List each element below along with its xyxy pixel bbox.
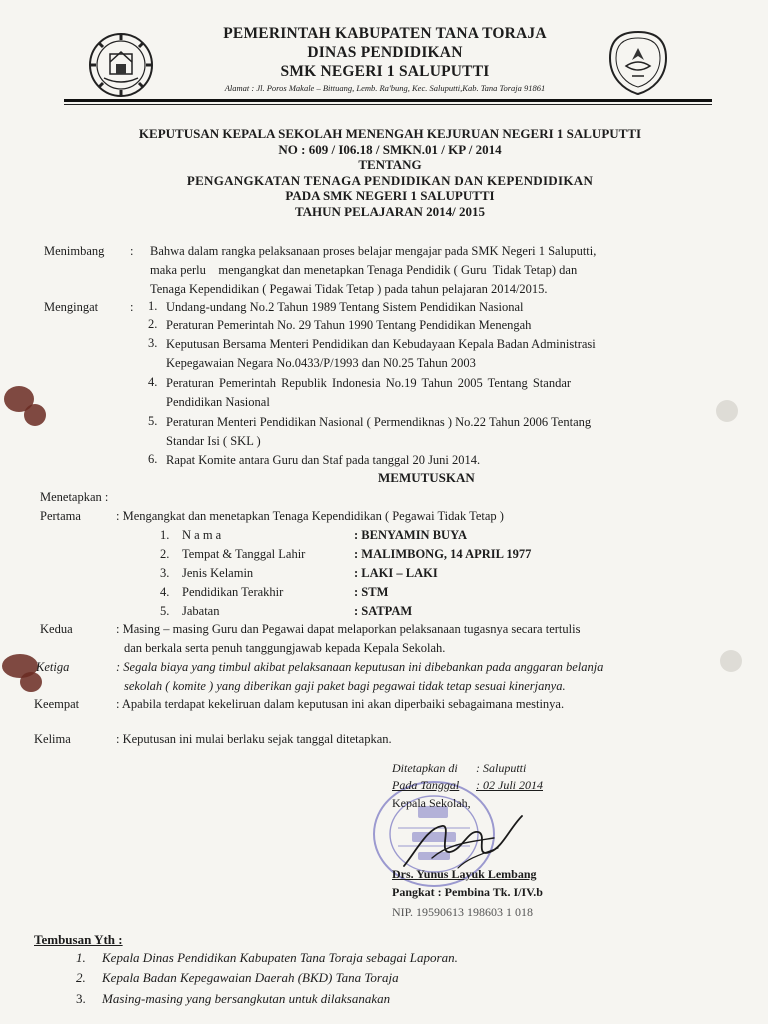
pertama-label: Pertama (40, 509, 81, 523)
title-line: PADA SMK NEGERI 1 SALUPUTTI (285, 188, 495, 203)
kelima-label: Kelima (34, 732, 71, 746)
list-number: 6. (148, 452, 158, 466)
field-value-position: : SATPAM (354, 604, 413, 618)
field-label-nama: N a m a (182, 528, 222, 542)
memutuskan-heading: MEMUTUSKAN (378, 470, 475, 485)
decree-title (40, 126, 740, 219)
field-number: 1. (160, 528, 170, 542)
title-line: KEPUTUSAN KEPALA SEKOLAH MENENGAH KEJURUAN NEGERI 1 SALUPUTTI (138, 126, 642, 141)
menimbang-line: Tenaga Kependidikan ( Pegawai Tidak Tetap ) pada tahun pelajaran 2014/2015. (150, 282, 548, 296)
list-number: 5. (148, 414, 158, 428)
cc-item: Kepala Dinas Pendidikan Kabupaten Tana Toraja sebagai Laporan. (102, 950, 458, 965)
list-number: 4. (148, 375, 158, 389)
kelima-text: : Keputusan ini mulai berlaku sejak tanggal ditetapkan. (116, 732, 392, 746)
cc-number: 1. (76, 950, 86, 965)
field-value-gender: : LAKI – LAKI (354, 566, 438, 580)
keempat-label: Keempat (34, 697, 80, 711)
menimbang-colon: : (130, 244, 134, 258)
list-item (166, 451, 706, 470)
letterhead (60, 22, 720, 102)
letterhead-rule-thin (64, 104, 712, 105)
ink-blot (24, 404, 46, 426)
list-item (166, 374, 706, 411)
decree-number: NO : 609 / I06.18 / SMKN.01 / KP / 2014 (278, 141, 502, 157)
mengingat-label: Mengingat (44, 300, 99, 314)
title-line: TENTANG (358, 157, 422, 172)
punch-hole-shadow (720, 650, 742, 672)
list-item (166, 413, 706, 450)
list-item-line: Peraturan Pemerintah Republik Indonesia No.19 Tahun 2005 Tentang Standar (166, 376, 572, 390)
cc-item: Kepala Badan Kepegawaian Daerah (BKD) Tana Toraja (102, 970, 399, 985)
tut-wuri-handayani-icon (608, 30, 668, 96)
list-number: 3. (148, 336, 158, 350)
list-item-line: Peraturan Pemerintah No. 29 Tahun 1990 Tentang Pendidikan Menengah (166, 318, 532, 332)
field-label-ttl: Tempat & Tanggal Lahir (182, 547, 306, 561)
ink-blot (20, 672, 42, 692)
field-number: 2. (160, 547, 170, 561)
list-item (166, 335, 706, 372)
signer-position: Kepala Sekolah, (392, 796, 471, 810)
title-line: PENGANGKATAN TENAGA PENDIDIKAN DAN KEPENDIDIKAN (186, 172, 594, 188)
menimbang-line: Bahwa dalam rangka pelaksanaan proses belajar mengajar pada SMK Negeri 1 Saluputti, (150, 244, 597, 258)
field-label-gender: Jenis Kelamin (182, 566, 254, 580)
school-seal-icon (88, 32, 154, 98)
field-value-education: : STM (354, 585, 389, 599)
cc-number: 2. (76, 970, 86, 985)
kedua-text (116, 620, 710, 658)
list-number: 2. (148, 317, 158, 331)
field-label-position: Jabatan (182, 604, 220, 618)
list-item-line: Undang-undang No.2 Tahun 1989 Tentang Sistem Pendidikan Nasional (166, 300, 524, 314)
pertama-text: : Mengangkat dan menetapkan Tenaga Kependidikan ( Pegawai Tidak Tetap ) (116, 509, 504, 523)
kedua-label: Kedua (40, 622, 73, 636)
kedua-line: dan berkala serta penuh tanggungjawab kepada Kepala Sekolah. (124, 641, 446, 655)
letterhead-rule (64, 99, 712, 102)
government-name: PEMERINTAH KABUPATEN TANA TORAJA (223, 25, 547, 42)
ketiga-label: Ketiga (36, 660, 70, 674)
ketiga-text (116, 658, 716, 696)
field-label-education: Pendidikan Terakhir (182, 585, 284, 599)
list-item-line: Standar Isi ( SKL ) (166, 433, 261, 448)
field-number: 3. (160, 566, 170, 580)
cc-item: Masing-masing yang bersangkutan untuk dilaksanakan (102, 991, 391, 1006)
handwritten-signature-icon (398, 808, 528, 874)
signer-rank: Pangkat : Pembina Tk. I/IV.b (392, 885, 543, 899)
cc-heading: Tembusan Yth : (34, 932, 123, 947)
field-value-ttl: : MALIMBONG, 14 APRIL 1977 (354, 547, 532, 561)
menimbang-line: maka perlu mengangkat dan menetapkan Tenaga Pendidik ( Guru Tidak Tetap) dan (150, 263, 578, 277)
place-label: Ditetapkan di (392, 761, 458, 775)
list-item (166, 316, 706, 335)
list-number: 1. (148, 299, 158, 313)
kedua-line: : Masing – masing Guru dan Pegawai dapat melaporkan pelaksanaan tugasnya secara tertulis (116, 622, 581, 636)
list-item-line: Kepegawaian Negara No.0433/P/1993 dan N0.25 Tahun 2003 (166, 355, 476, 370)
list-item-line: Rapat Komite antara Guru dan Staf pada tanggal 20 Juni 2014. (166, 453, 481, 467)
list-item-line: Peraturan Menteri Pendidikan Nasional ( Permendiknas ) No.22 Tahun 2006 Tentang (166, 415, 592, 429)
ketiga-line: sekolah ( komite ) yang diberikan gaji paket bagi pegawai tidak tetap sesuai kinerjanya. (124, 679, 566, 693)
field-number: 5. (160, 604, 170, 618)
title-line: TAHUN PELAJARAN 2014/ 2015 (294, 203, 486, 219)
signer-nip: NIP. 19590613 198603 1 018 (392, 905, 534, 919)
school-address: Alamat : Jl. Poros Makale – Bittuang, Lemb. Ra'bung, Kec. Saluputti,Kab. Tana Toraja 91861 (224, 83, 546, 93)
menimbang-label: Menimbang (44, 244, 105, 258)
keempat-text: : Apabila terdapat kekeliruan dalam keputusan ini akan diperbaiki sebagaimana mestinya. (116, 697, 565, 711)
date-value: : 02 Juli 2014 (476, 778, 543, 792)
list-item-line: Keputusan Bersama Menteri Pendidikan dan Kebudayaan Kepala Badan Administrasi (166, 337, 596, 351)
field-number: 4. (160, 585, 170, 599)
list-item (166, 298, 706, 317)
field-value-nama: : BENYAMIN BUYA (354, 528, 467, 542)
school-name: SMK NEGERI 1 SALUPUTTI (280, 63, 490, 80)
ketiga-line: : Segala biaya yang timbul akibat pelaksanaan keputusan ini dibebankan pada anggaran belanja (116, 660, 604, 674)
signer-name: Drs. Yunus Layuk Lembang (392, 867, 537, 881)
menimbang-text (150, 242, 706, 299)
cc-number: 3. (76, 991, 86, 1006)
mengingat-colon: : (130, 300, 134, 314)
punch-hole-shadow (716, 400, 738, 422)
date-label: Pada Tanggal (392, 778, 460, 792)
department-name: DINAS PENDIDIKAN (307, 44, 463, 61)
list-item-line: Pendidikan Nasional (166, 394, 270, 409)
place-value: : Saluputti (476, 761, 527, 775)
menetapkan-label: Menetapkan : (40, 490, 109, 504)
